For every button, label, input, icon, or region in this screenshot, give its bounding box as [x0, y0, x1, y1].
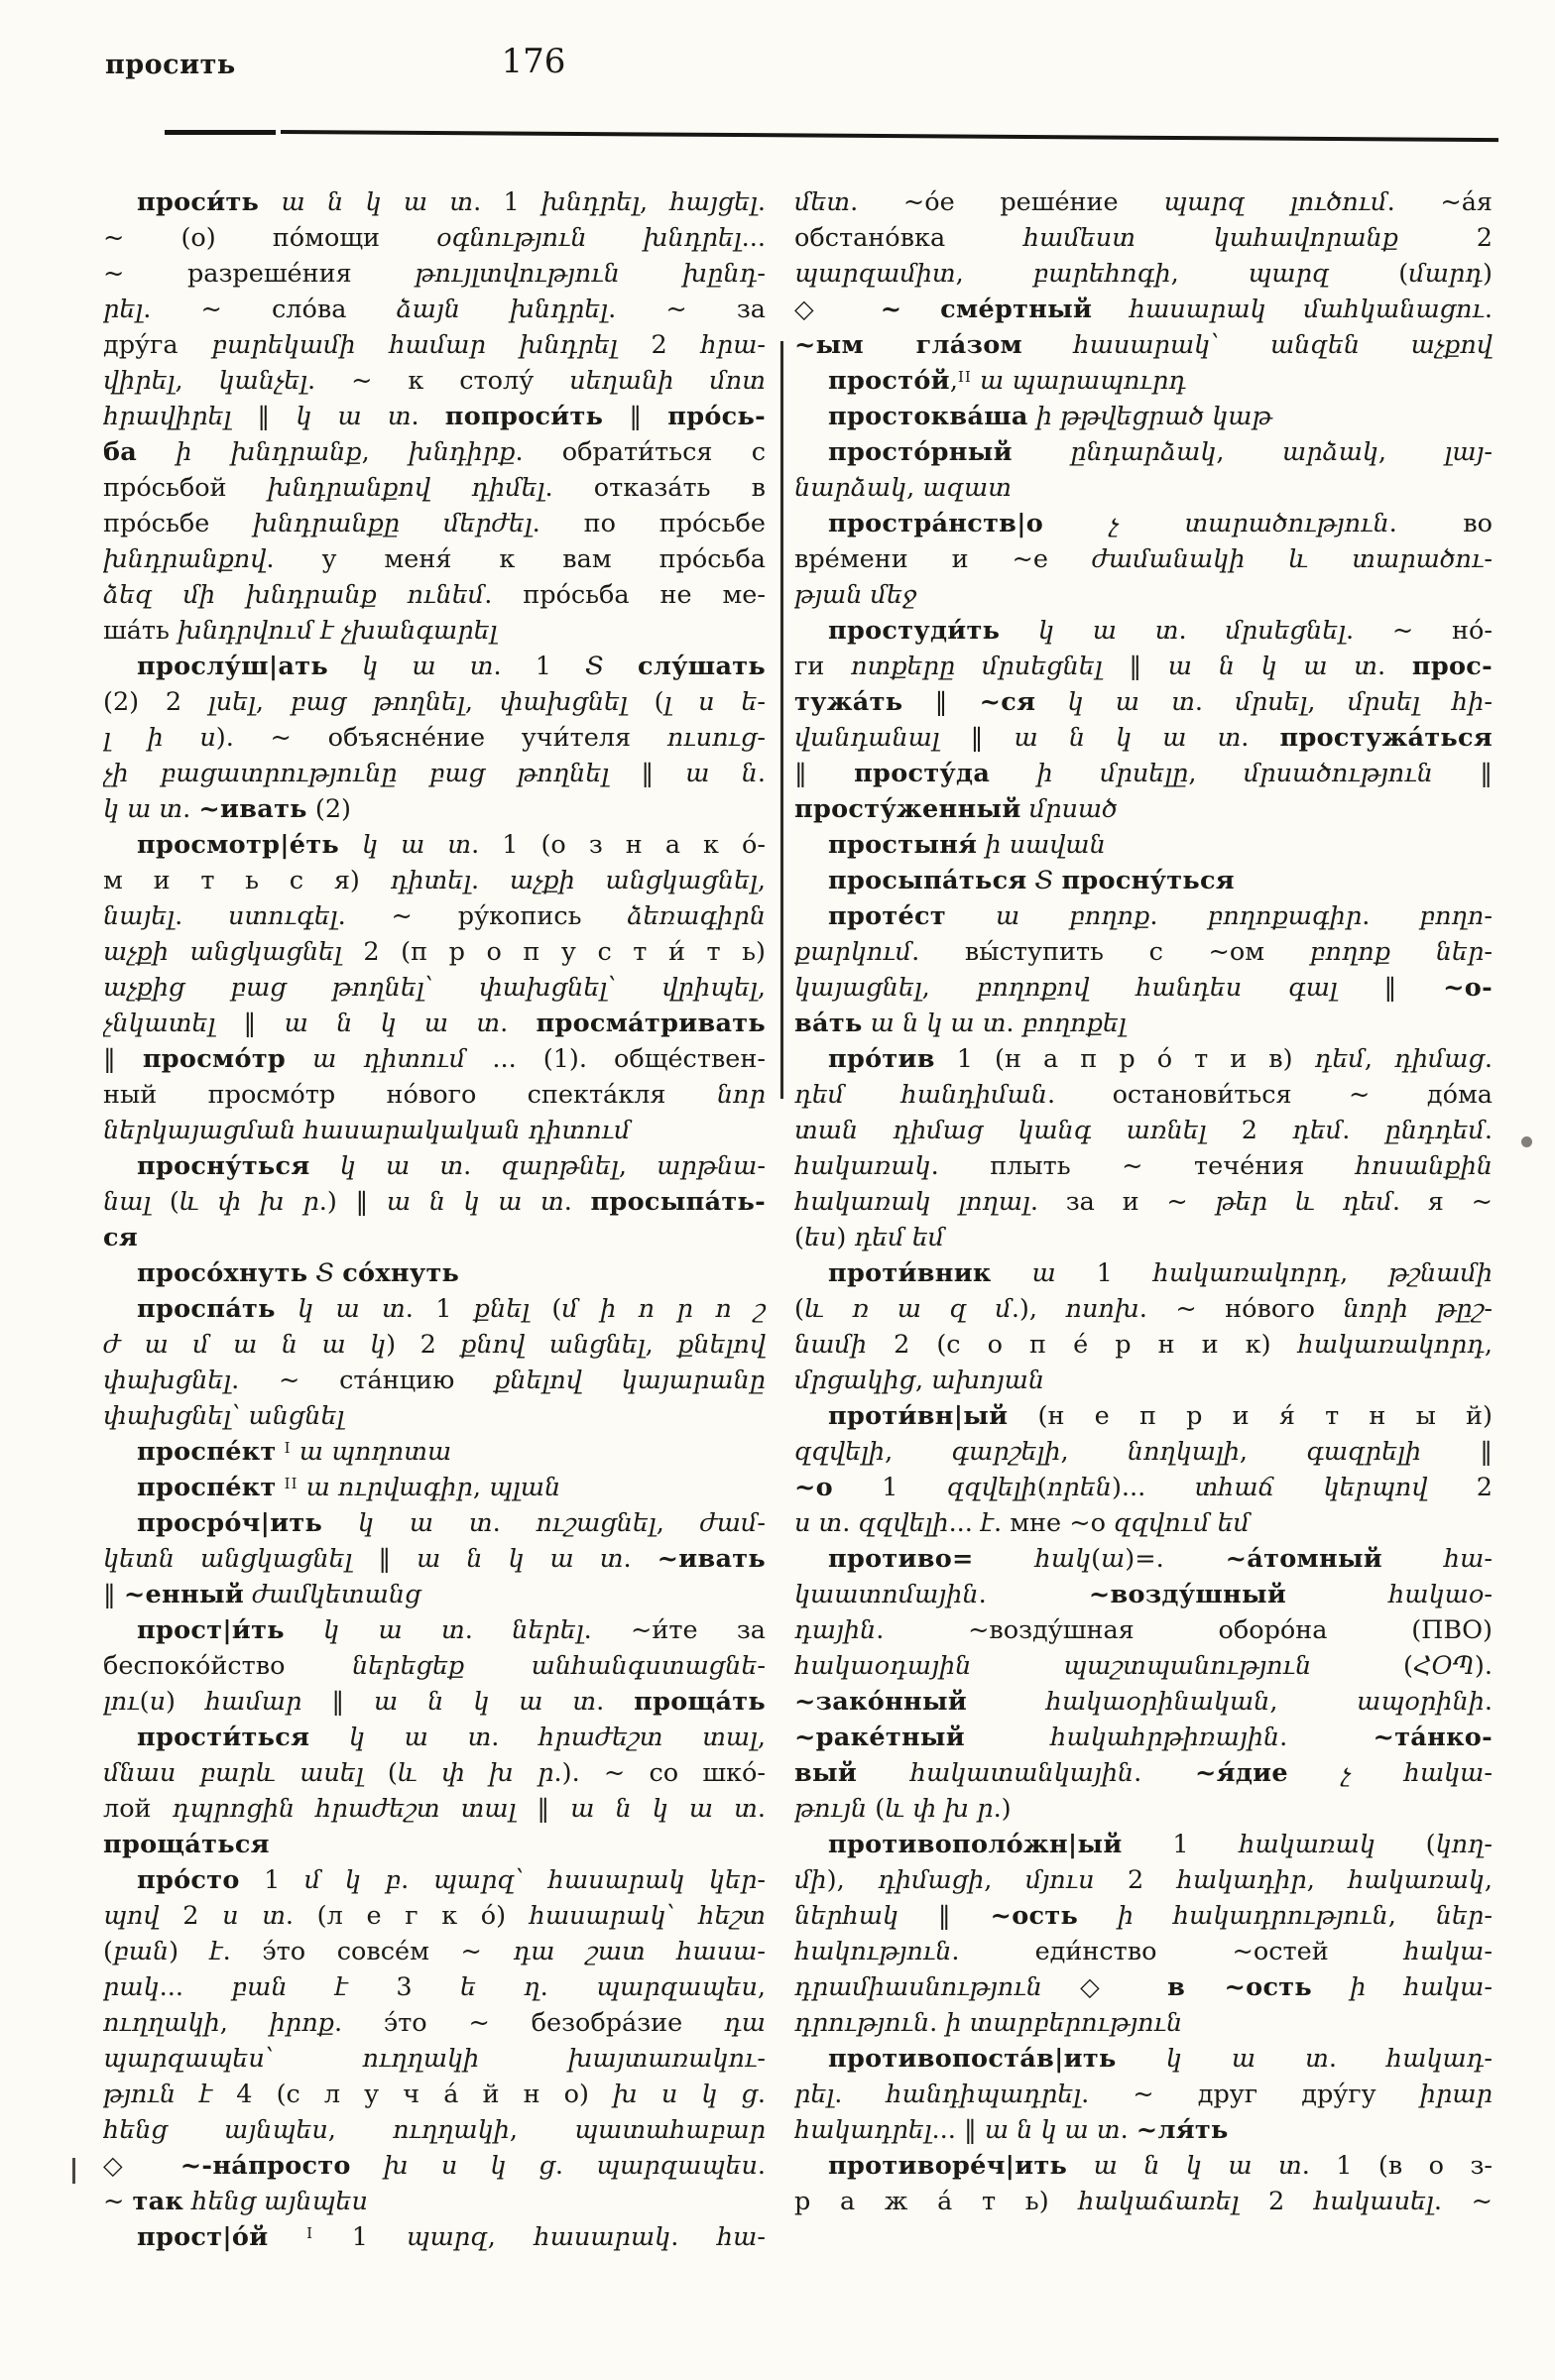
page-number: 176 [501, 42, 566, 81]
text-line: կ ա տ. ~ивать (2) [103, 794, 352, 824]
text-line: պով 2 ս տ. (л е г к о́) հասարակ՝ հեշտ [103, 1901, 766, 1931]
text-line: ս տ. զզվելի... է. мне ~о զզվում եմ [794, 1508, 1251, 1538]
right-column [794, 184, 1493, 2219]
text-line: м и т ь с я) դիտել. աչքի անցկացնել, [103, 866, 766, 895]
text-line: ‖ ~енный ժամկետանց [103, 1580, 421, 1609]
text-line: простуди́ть կ ա տ. մրսեցնել. ~ но́- [828, 616, 1493, 646]
text-line: ~ым гла́зом հասարակ՝ անզեն աչքով [794, 330, 1493, 360]
text-line: հակադրել... ‖ ա ն կ ա տ. ~ля́ть [794, 2115, 1229, 2145]
text-line: беспоко́йство ներեցեք անհանգստացնե- [103, 1651, 766, 1681]
text-line: прости́ться կ ա տ. հրաժեշտ տալ, [137, 1723, 766, 1752]
text-line: просыпа́ться Տ просну́ться [828, 866, 1235, 895]
text-line: ги ոտքերը մրսեցնել ‖ ա ն կ ա տ. прос- [794, 652, 1493, 681]
text-line: ‖ просмо́тр ա դիտում ... (1). обще́ствен- [103, 1044, 766, 1074]
text-line: րել. ~ сло́ва ձայն խնդրել. ~ за [103, 295, 766, 324]
text-line: դրություն. ի տարբերություն [794, 2008, 1183, 2038]
text-line: հակություն. еди́нство ~остей հակա- [794, 1937, 1493, 1966]
text-line: պարզապես՝ ուղղակի խայտառակու- [103, 2044, 766, 2074]
text-line: փախցնել. ~ ста́нцию քնելով կայարանը [103, 1366, 766, 1395]
text-line: մետ. ~о́е реше́ние պարզ լուծում. ~а́я [794, 187, 1493, 217]
text-line: вре́мени и ~е ժամանակի և տարածու- [794, 544, 1493, 574]
text-line: проти́вн|ый (н е п р и я́ т н ы й) [828, 1401, 1493, 1431]
text-line: дру́га բարեկամի համար խնդրել 2 հրա- [103, 330, 766, 360]
text-line: թյան մեջ [794, 580, 917, 610]
text-line: просту́женный մրսած [794, 794, 1118, 824]
text-line: վանդանալ ‖ ա ն կ ա տ. простужа́ться [794, 723, 1493, 753]
scan-artifact [72, 2158, 75, 2184]
text-line: ный просмо́тр но́вого спекта́кля նոր [103, 1080, 766, 1110]
text-line: противоре́ч|ить ա ն կ ա տ. 1 (в о з- [828, 2151, 1493, 2181]
text-line: проте́ст ա բողոք. բողոքագիր. բողո- [828, 901, 1493, 931]
text-line: проспе́кт $^{II}$ ա ուրվագիր, պլան [137, 1473, 561, 1502]
running-head-keyword: просить [105, 50, 236, 80]
text-line: աչքի անցկացնել 2 (п р о п у с т и́ т ь) [103, 937, 766, 967]
text-line: ներկայացման հասարակական դիտում [103, 1116, 631, 1145]
text-line: աչքից բաց թողնել՝ փախցնել՝ վրիպել, [103, 973, 766, 1003]
text-line: простоква́ша ի թթվեցրած կաթ [828, 402, 1272, 431]
text-line: հենց այնպես, ուղղակի, պատահաբար [103, 2115, 766, 2145]
text-line: просну́ться կ ա տ. զարթնել, արթնա- [137, 1151, 766, 1181]
text-line: про́сто 1 մ կ բ. պարզ՝ հասարակ կեր- [137, 1865, 766, 1895]
text-line: ◇ ~ сме́ртный հասարակ մահկանացու. [794, 295, 1493, 324]
text-line: обстано́вка համեստ կահավորանք 2 [794, 223, 1493, 253]
text-line: проспа́ть կ ա տ. 1 քնել (մ ի ո ր ո շ [137, 1294, 766, 1324]
text-line: լու(ս) համար ‖ ա ն կ ա տ. проща́ть [103, 1687, 766, 1717]
text-line: ժ ա մ ա ն ա կ) 2 քնով անցնել, քնելով [103, 1330, 766, 1360]
text-line: նալ (և փ խ ր.) ‖ ա ն կ ա տ. просыпа́ть- [103, 1187, 766, 1217]
column-divider-line [780, 341, 783, 1099]
text-line: նայել. ստուգել. ~ ру́копись ձեռագիրն [103, 901, 766, 931]
text-line: прост|и́ть կ ա տ. ներել. ~и́те за [137, 1615, 766, 1645]
text-line: ва́ть ա ն կ ա տ. բողոքել [794, 1009, 1127, 1038]
header-rule [281, 130, 1498, 142]
text-line: проспе́кт $^I$ ա պողոտա [137, 1437, 452, 1467]
text-line: ба ի խնդրանք, խնդիրք. обрати́ться с [103, 437, 766, 467]
text-line: ша́ть խնդրվում է չխանգարել [103, 616, 498, 646]
text-line: ~зако́нный հակաօրինական, ապօրինի. [794, 1687, 1493, 1717]
text-line: զզվելի, գարշելի, նողկալի, գազրելի ‖ [794, 1437, 1493, 1467]
text-line: просро́ч|ить կ ա տ. ուշացնել, ժամ- [137, 1508, 766, 1538]
text-line: (2) 2 լսել, բաց թողնել, փախցնել (լ ս ե- [103, 687, 766, 717]
text-line: про́тив 1 (н а п р о́ т и в) դեմ, դիմաց. [828, 1044, 1493, 1074]
text-line: թյուն է 4 (с л у ч а́ й н о) խ ս կ ց. [103, 2080, 766, 2109]
text-line: ձեզ մի խնդրանք ունեմ. про́сьба не ме- [103, 580, 766, 610]
text-line: մի), դիմացի, մյուս 2 հակադիր, հակառակ, [794, 1865, 1493, 1895]
text-line: противо= հակ(ա)=. ~а́томный հա- [828, 1544, 1493, 1574]
text-line: վիրել, կանչել. ~ к столу́ սեղանի մոտ [103, 366, 766, 396]
text-line: ~ (о) по́мощи օգնություն խնդրել... [103, 223, 766, 253]
text-line: հակառակ լողալ. за и ~ թեր և դեմ. я ~ [794, 1187, 1493, 1217]
text-line: противополо́жн|ый 1 հակառակ (կող- [828, 1830, 1493, 1859]
text-line: րակ... բան է 3 ե ղ. պարզապես, [103, 1972, 766, 2002]
text-line: ~ разреше́ния թույլտվություն խընդ- [103, 259, 766, 289]
text-line: հրավիրել ‖ կ ա տ. попроси́ть ‖ про́сь- [103, 402, 766, 431]
text-line: հակառակ. плыть ~ тече́ния հոսանքին [794, 1151, 1493, 1181]
text-line: լ ի ս). ~ объясне́ние учи́теля ուսուց- [103, 723, 766, 753]
text-line: лой դպրոցին հրաժեշտ տալ ‖ ա ն կ ա տ. [103, 1794, 766, 1824]
text-line: про́сьбе խնդրանքը մերժել. по про́сьбе [103, 509, 766, 538]
text-line: проси́ть ա ն կ ա տ. 1 խնդրել, հայցել. [137, 187, 766, 217]
text-line: նարձակ, ազատ [794, 473, 1012, 503]
text-line: прост|о́й $^I$ 1 պարզ, հասարակ. հա- [137, 2222, 766, 2252]
text-line: просто́й,$^{II}$ ա պարապուրդ [828, 366, 1187, 396]
text-line: նամի 2 (с о п е́ р н и к) հակառակորդ, [794, 1330, 1493, 1360]
header-rule-stub [165, 130, 276, 135]
text-line: вый հակատանկային. ~я́дие չ հակա- [794, 1758, 1493, 1788]
text-line: ~о 1 զզվելի(որեն)... տհաճ կերպով 2 [794, 1473, 1493, 1502]
text-line: простыня́ ի սավան [828, 830, 1106, 860]
text-line: прослу́ш|ать կ ա տ. 1 Տ слу́шать [137, 652, 766, 681]
text-line: ‖ просту́да ի մրսելը, մրսածություն ‖ [794, 759, 1493, 788]
text-line: դային. ~возду́шная оборо́на (ПВО) [794, 1615, 1493, 1645]
text-line: կաատոմային. ~возду́шный հակաօ- [794, 1580, 1493, 1609]
text-line: ~раке́тный հակահրթիռային. ~та́нко- [794, 1723, 1493, 1752]
text-line: проща́ться [103, 1830, 270, 1859]
text-line: քարկում. вы́ступить с ~ом բողոք ներ- [794, 937, 1493, 967]
text-line: կետն անցկացնել ‖ ա ն կ ա տ. ~ивать [103, 1544, 766, 1574]
text-line: մնաս բարև ասել (և փ խ ր.). ~ со шко́- [103, 1758, 766, 1788]
text-line: չնկատել ‖ ա ն կ ա տ. просма́тривать [103, 1009, 766, 1038]
text-line: ◇ ~-на́просто խ ս կ ց. պարզապես. [103, 2151, 766, 2181]
scan-artifact [1521, 1136, 1532, 1147]
text-line: ուղղակի, իրոք. э́то ~ безобра́зие դա [103, 2008, 766, 2038]
text-line: չի բացատրությունը բաց թողնել ‖ ա ն. [103, 759, 766, 788]
text-line: просмотр|е́ть կ ա տ. 1 (о з н а к о́- [137, 830, 766, 860]
text-line: (բան) է. э́то совсе́м ~ դա շատ հասա- [103, 1937, 766, 1966]
text-line: մրցակից, ախոյան [794, 1366, 1045, 1395]
text-line: про́сьбой խնդրանքով դիմել. отказа́ть в [103, 473, 766, 503]
text-line: կայացնել, բողոքով հանդես գալ ‖ ~о- [794, 973, 1493, 1003]
text-line: тужа́ть ‖ ~ся կ ա տ. մրսել, մրսել հի- [794, 687, 1493, 717]
text-line: դրամիասնություն ◇ в ~ость ի հակա- [794, 1972, 1493, 2002]
text-line: հակաօդային պաշտպանություն (ՀՕՊ). [794, 1651, 1493, 1681]
text-line: просто́рный ընդարձակ, արձակ, լայ- [828, 437, 1493, 467]
text-line: դեմ հանդիման. останови́ться ~ до́ма [794, 1080, 1493, 1110]
text-line: տան դիմաց կանգ առնել 2 դեմ. ընդդեմ. [794, 1116, 1493, 1145]
text-line: թույն (և փ խ ր.) [794, 1794, 1012, 1824]
text-line: ~ так հենց այնպես [103, 2187, 368, 2216]
text-line: (և ռ ա զ մ.), ոսոխ. ~ но́вого նորի թըշ- [794, 1294, 1493, 1324]
text-line: проти́вник ա 1 հակառակորդ, թշնամի [828, 1258, 1493, 1288]
text-line: р а ж а́ т ь) հակաճառել 2 հակասել. ~ [794, 2187, 1493, 2216]
left-column [103, 184, 766, 2255]
text-line: ներհակ ‖ ~ость ի հակադրություն, ներ- [794, 1901, 1493, 1931]
text-line: простра́нств|о չ տարածություն. во [828, 509, 1493, 538]
text-line: րել. հանդիպադրել. ~ друг дру́гу իրար [794, 2080, 1493, 2109]
text-line: փախցնել՝ անցնել [103, 1401, 345, 1431]
text-line: (ես) դեմ եմ [794, 1223, 945, 1252]
text-line: ся [103, 1223, 138, 1252]
text-line: противопоста́в|ить կ ա տ. հակադ- [828, 2044, 1493, 2074]
text-line: խնդրանքով. у меня́ к вам про́сьба [103, 544, 766, 574]
text-line: պարզամիտ, բարեհոգի, պարզ (մարդ) [794, 259, 1493, 289]
text-line: просо́хнуть Տ со́хнуть [137, 1258, 460, 1288]
